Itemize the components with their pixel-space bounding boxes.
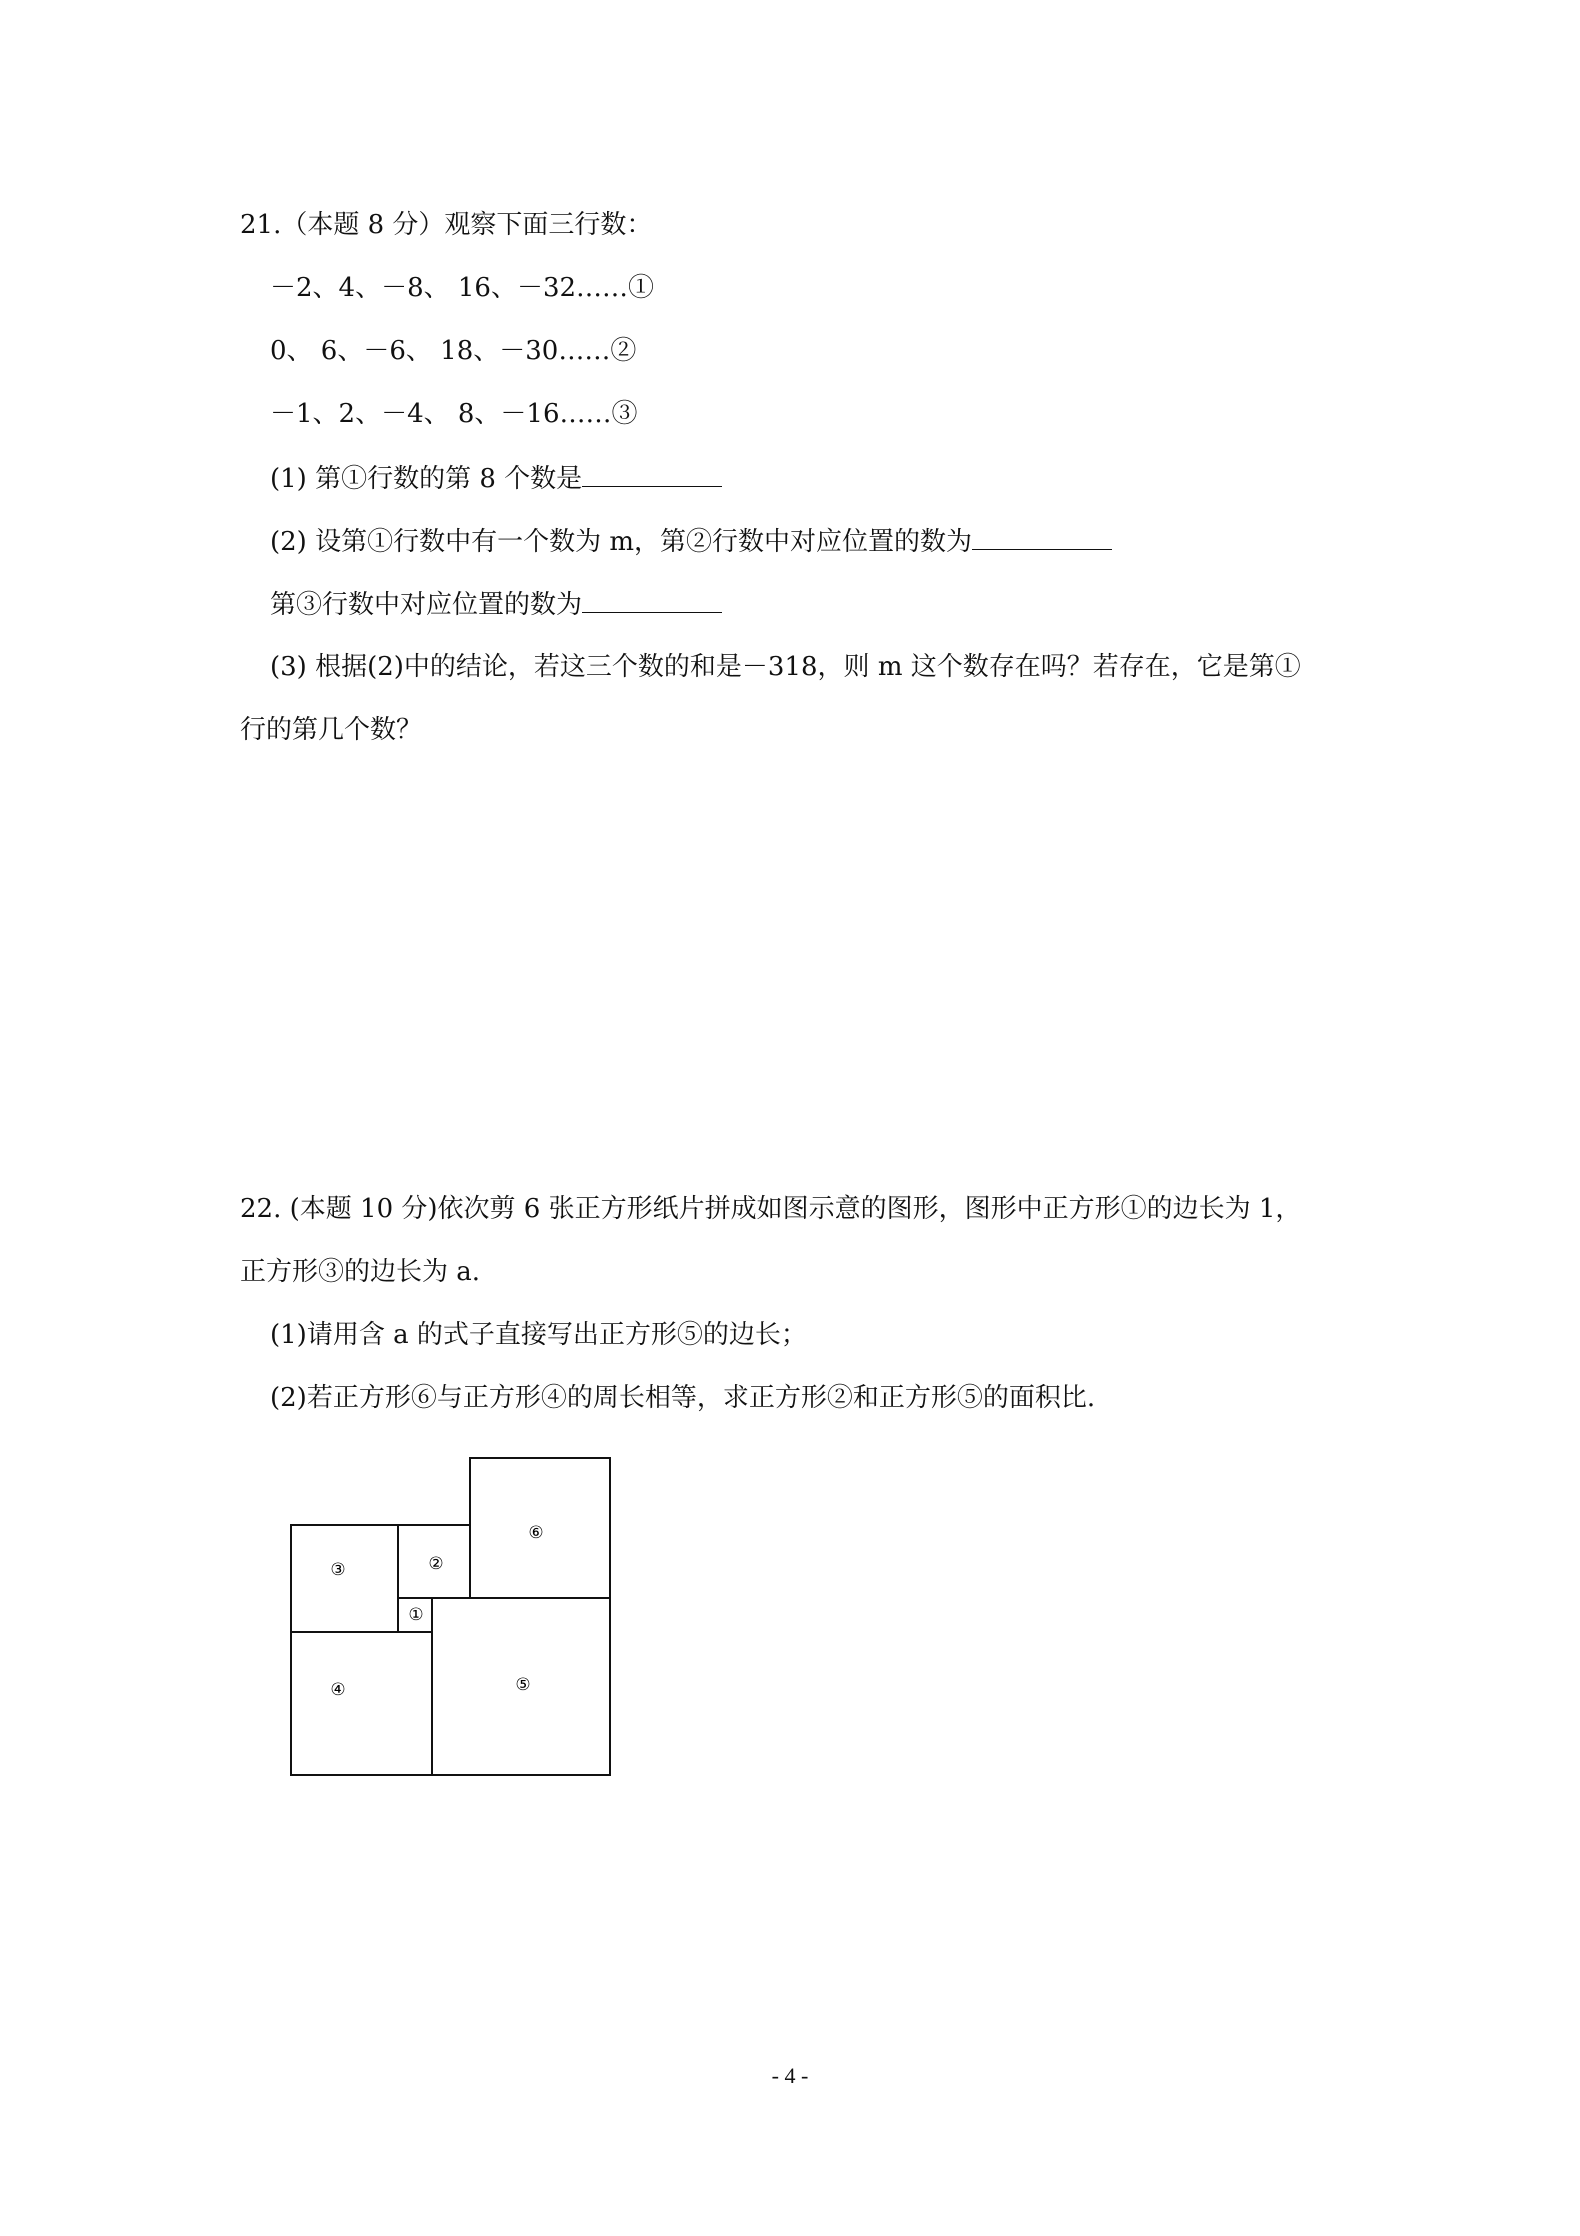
q21-part-2 — [270, 523, 1112, 559]
q22-header-b: 正方形③的边长为 a. — [240, 1257, 481, 1287]
q21-row-3: －1、2、－4、 8、－16……③ — [270, 399, 638, 429]
squares-figure — [288, 1455, 618, 1785]
answer-blank-1[interactable] — [582, 460, 722, 487]
q22-part-2: (2)若正方形⑥与正方形④的周长相等，求正方形②和正方形⑤的面积比. — [270, 1383, 1096, 1413]
label-sq6: ⑥ — [528, 1523, 544, 1543]
q21-row-1: －2、4、－8、 16、－32……① — [270, 273, 655, 303]
page-number: - 4 - — [771, 2063, 809, 2088]
label-sq1: ① — [408, 1605, 424, 1625]
answer-blank-2[interactable] — [972, 523, 1112, 550]
q21-header: 21.（本题 8 分）观察下面三行数： — [240, 210, 653, 240]
q21-part-2-text: (2) 设第①行数中有一个数为 m，第②行数中对应位置的数为 — [270, 527, 973, 557]
q21-part-3b: 行的第几个数？ — [240, 715, 423, 745]
q21-part-1 — [270, 460, 722, 496]
label-sq4: ④ — [330, 1680, 346, 1700]
q21-part-3a: (3) 根据(2)中的结论，若这三个数的和是－318，则 m 这个数存在吗？若存在，它是第① — [270, 652, 1301, 682]
q21-part-2b — [270, 586, 722, 622]
q21-part-1-text: (1) 第①行数的第 8 个数是 — [270, 464, 583, 494]
q21-row-2: 0、 6、－6、 18、－30……② — [270, 336, 637, 366]
label-sq2: ② — [428, 1554, 444, 1574]
label-sq3: ③ — [330, 1560, 346, 1580]
q22-header-a: 22. (本题 10 分)依次剪 6 张正方形纸片拼成如图示意的图形，图形中正方形①的边长为 1， — [240, 1194, 1302, 1224]
answer-blank-3[interactable] — [582, 586, 722, 613]
label-sq5: ⑤ — [515, 1675, 531, 1695]
q22-part-1: (1)请用含 a 的式子直接写出正方形⑤的边长； — [270, 1320, 807, 1350]
q21-part-2b-text: 第③行数中对应位置的数为 — [270, 590, 583, 620]
square-4 — [291, 1632, 432, 1775]
